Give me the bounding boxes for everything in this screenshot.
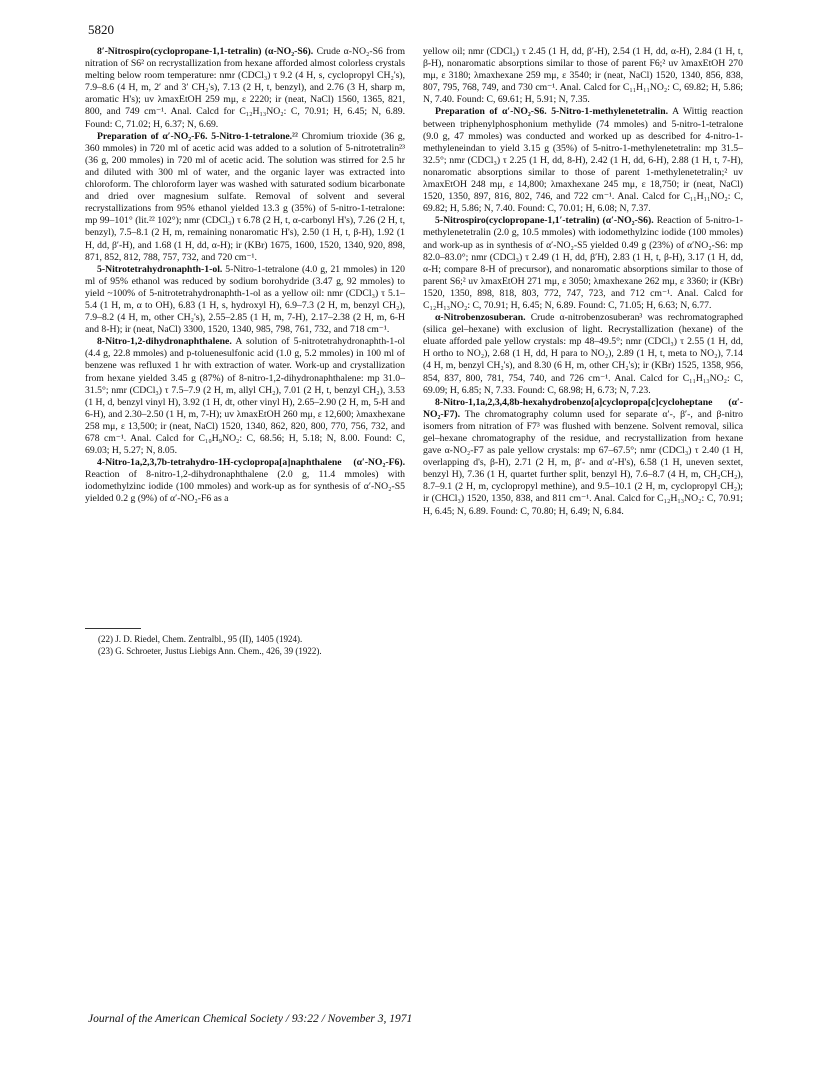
paragraph-heading: 5-Nitrotetrahydronaphth-1-ol.: [97, 263, 223, 275]
paragraph-text: Reaction of 5-nitro-1-methylenetetralin (2.0 g, 10.5 mmoles) with iodomethylzinc iodide (100 mmoles) and work-up as in synthesis of α′-NO₂-S5 yielded 0.49 g (23%) of α′NO₂-S6: mp 82.0–83.0°; nmr (CDCl₃) τ 2.49 (1 H, dd, β′H), 2.83 (1 H, t, β-H), 3.17 (1 H, dd, α-H; compare 8-H of precursor), and nonaromatic absorptions similar to those of parent S6;² uv λmaxEtOH 271 mμ, ε 3050; λmaxhexane 262 mμ, ε 3360; ir (KBr) 1520, 1350, 898, 818, 803, 772, 747, 723, and 712 cm⁻¹. Anal. Calcd for C₁₂H₁₃NO₂: C, 70.91; H, 6.45; N, 6.89. Found: C, 71.05; H, 6.63; N, 6.77.: [423, 215, 743, 311]
paragraph-heading: 8-Nitro-1,1a,2,3,4,8b-hexahydrobenzo[a]cyclopropa[c]cycloheptane (α′-NO₂-F7).: [423, 396, 743, 420]
paragraph-text: The chromatography column used for separate α′-, β′-, and β-nitro isomers from nitration of F7³ was flushed with benzene. Solvent removal, silica gel–hexane chromatography of the residue, and recrystallization from hexane gave α-NO₂-F7 as pale yellow crystals: mp 67–67.5°; nmr (CDCl₃) τ 2.40 (1 H, overlapping d's, β-H), 2.71 (2 H, m, β′- and α′-H's), 6.58 (1 H, uneven sextet, benzyl H), 7.36 (1 H, quartet further split, benzyl H), 7.6–8.7 (4 H, m, CH₂CH₂), 8.7–9.1 (2 H, m, cyclopropyl methine), and 9.5–10.1 (2 H, m, cyclopropyl CH₂); ir (CHCl₃) 1520, 1350, 838, and 811 cm⁻¹. Anal. Calcd for C₁₂H₁₃NO₂: C, 70.91; H, 6.45; N, 6.89. Found: C, 70.80; H, 6.49; N, 6.84.: [423, 408, 743, 517]
paragraph-text: Reaction of 8-nitro-1,2-dihydronaphthalene (2.0 g, 11.4 mmoles) with iodomethylzinc iodide (100 mmoles) and work-up as for synthesis of α′-NO₂-S5 yielded 0.2 g (9%) of α′-NO₂-F6 as a: [85, 469, 405, 505]
paragraph: [85, 336, 405, 457]
paragraph-text: Crude α-NO₂-S6 from nitration of S6² on recrystallization from hexane afforded almost colorless crystals melting below room temperature: nmr (CDCl₃) τ 9.2 (4 H, s, cyclopropyl CH₂'s), 7.9–8.6 (4 H, m, 2′ and 3′ CH₂'s), 7.13 (2 H, t, benzyl), and 2.76 (3 H, sharp m, aromatic H's); uv λmaxEtOH 259 mμ, ε 2220; ir (neat, NaCl) 1560, 1365, 821, 800, and 749 cm⁻¹. Anal. Calcd for C₁₂H₁₃NO₂: C, 70.91; H, 6.45; N, 6.89. Found: C, 71.02; H, 6.37; N, 6.69.: [85, 46, 406, 130]
paragraph-heading: 8-Nitro-1,2-dihydronaphthalene.: [97, 336, 232, 348]
paragraph-heading: Preparation of α′-NO₂-F6. 5-Nitro-1-tetralone.²²: [97, 130, 298, 142]
paragraph-heading: Preparation of α′-NO₂-S6. 5-Nitro-1-methylenetetralin.: [435, 106, 669, 118]
paragraph-text: 5-Nitro-1-tetralone (4.0 g, 21 mmoles) in 120 ml of 95% ethanol was reduced by sodium borohydride (3.47 g, 92 mmoles) to yield ~100% of 5-nitrotetrahydronaphth-1-ol as a yellow oil: nmr (CDCl₃) τ 5.1–5.4 (1 H, m, α to OH), 6.83 (1 H, s, hydroxyl H), 6.9–7.3 (2 H, m, benzyl CH₂), 7.9–8.2 (4 H, m, other CH₂'s), 2.55–2.85 (1 H, m, 7-H), 2.17–2.38 (2 H, m, 6-H and 8-H); ir (neat, NaCl) 3300, 1520, 1340, 985, 798, 761, 732, and 718 cm⁻¹.: [85, 263, 405, 336]
footnote: (22) J. D. Riedel, Chem. Zentralbl., 95 (II), 1405 (1924).: [98, 634, 303, 644]
paragraph-text: A Wittig reaction between triphenylphosphonium methylide (74 mmoles) and 5-nitro-1-tetralone (9.0 g, 47 mmoles) was conducted and worked up as described for 4-nitro-1-methyleneindan to yield 3.15 g (35%) of 5-nitro-1-methylenetetralin: mp 31.5–32.5°; nmr (CDCl₃) τ 2.25 (1 H, dd, 8-H), 2.42 (1 H, dd, 6-H), 2.88 (1 H, t, 7-H), nonaromatic absorptions similar to those of parent 1-methylenetetralin;² uv λmaxEtOH 248 mμ, ε 14,800; λmaxhexane 245 mμ, ε 18,750; ir (neat, NaCl) 1520, 1350, 897, 816, 802, 746, and 722 cm⁻¹. Anal. Calcd for C₁₁H₁₁NO₂: C, 69.82; H, 5.86; N, 7.40. Found: C, 70.01; H, 6.08; N, 7.37.: [423, 106, 743, 215]
paragraph-text: Chromium trioxide (36 g, 360 mmoles) in 720 ml of acetic acid was added to a solution of 5-nitrotetralin²³ (36 g, 200 mmoles) in 720 ml of acetic acid. The solution was stirred for 2.5 hr and diluted with 300 ml of water, and the organic layer was extracted into chloroform. The chloroform layer was washed with saturated sodium bicarbonate and dried over magnesium sulfate. Removal of solvent and several recrystallizations from 95% ethanol yielded 13.3 g (35%) of 5-nitro-1-tetralone: mp 99–101° (lit.²² 102°); nmr (CDCl₃) τ 6.78 (2 H, t, α-carbonyl H's), 7.26 (2 H, t, benzyl), 7.5–8.1 (2 H, m, remaining nonaromatic H's), 2.50 (1 H, t, β-H), 1.92 (1 H, dd, β′-H), and 1.68 (1 H, dd, α-H); ir (KBr) 1675, 1600, 1520, 1340, 920, 898, 871, 852, 812, 788, 757, 732, and 720 cm⁻¹.: [85, 130, 406, 263]
left-column: [85, 46, 405, 506]
paragraph-text: yellow oil; nmr (CDCl₃) τ 2.45 (1 H, dd, β′-H), 2.54 (1 H, dd, α-H), 2.84 (1 H, t, β-H), nonaromatic absorptions similar to those of parent F6;² uv λmaxEtOH 270 mμ, ε 3180; λmaxhexane 259 mμ, ε 3540; ir (neat, NaCl) 1520, 1340, 856, 838, 807, 795, 768, 749, and 730 cm⁻¹. Anal. Calcd for C₁₁H₁₁NO₂: C, 69.82; H, 5.86; N, 7.40. Found: C, 69.61; H, 5.91; N, 7.35.: [423, 46, 743, 106]
footnote: (23) G. Schroeter, Justus Liebigs Ann. Chem., 426, 39 (1922).: [98, 646, 322, 656]
paragraph: [85, 131, 405, 264]
paragraph: [85, 46, 405, 131]
footnotes: [98, 633, 408, 657]
paragraph: [423, 46, 743, 106]
paragraph: [85, 264, 405, 337]
right-column: [423, 46, 743, 518]
paragraph: [85, 457, 405, 505]
footnote-divider: [85, 628, 141, 629]
paragraph-heading: 5-Nitrospiro(cyclopropane-1,1′-tetralin) (α′-NO₂-S6).: [435, 215, 654, 227]
paragraph-text: A solution of 5-nitrotetrahydronaphth-1-ol (4.4 g, 22.8 mmoles) and p-toluenesulfonic acid (1.0 g, 5.2 mmoles) in 100 ml of benzene was refluxed 1 hr with extraction of water. Work-up and crystallization from hexane yielded 3.45 g (87%) of 8-nitro-1,2-dihydronaphthalene: mp 31.0–31.5°; nmr (CDCl₃) τ 7.5–7.9 (2 H, m, allyl CH₂), 7.01 (2 H, t, benzyl CH₂), 3.53 (1 H, d, benzyl vinyl H), 3.92 (1 H, dt, other vinyl H), 2.65–2.90 (2 H, m, 5-H and 6-H), and 2.30–2.50 (1 H, m, 7-H); uv λmaxEtOH 260 mμ, ε 12,600; λmaxhexane 258 mμ, ε 13,500; ir (neat, NaCl) 1520, 1340, 862, 820, 800, 770, 756, 732, and 678 cm⁻¹. Anal. Calcd for C₁₀H₉NO₂: C, 68.56; H, 5.18; N, 8.00. Found: C, 69.03; H, 5.27; N, 8.05.: [85, 336, 406, 457]
paragraph: [423, 312, 743, 397]
paragraph: [423, 397, 743, 518]
paragraph-text: Crude α-nitrobenzosuberan³ was rechromatographed (silica gel–hexane) with exclusion of light. Recrystallization (hexane) of the eluate afforded pale yellow crystals: mp 48–49.5°; nmr (CDCl₃) τ 2.55 (1 H, dd, H ortho to NO₂), 2.68 (1 H, dd, H para to NO₂), 2.89 (1 H, t, meta to NO₂), 7.14 (4 H, m, benzyl CH₂'s), and 8.30 (6 H, m, other CH₂'s); ir (KBr) 1525, 1358, 956, 854, 837, 800, 781, 754, 740, and 726 cm⁻¹. Anal. Calcd for C₁₁H₁₃NO₂: C, 69.09; H, 6.85; N, 7.33. Found: C, 68.98; H, 6.73; N, 7.23.: [423, 312, 744, 396]
journal-footer: Journal of the American Chemical Society / 93:22 / November 3, 1971: [88, 1013, 413, 1025]
paragraph: [423, 106, 743, 215]
page-number: 5820: [88, 22, 114, 37]
paragraph-heading: 4-Nitro-1a,2,3,7b-tetrahydro-1H-cyclopropa[a]naphthalene (α′-NO₂-F6).: [97, 457, 405, 469]
paragraph: [423, 215, 743, 312]
paragraph-heading: 8′-Nitrospiro(cyclopropane-1,1-tetralin) (α-NO₂-S6).: [97, 46, 314, 57]
paragraph-heading: α-Nitrobenzosuberan.: [435, 312, 526, 324]
